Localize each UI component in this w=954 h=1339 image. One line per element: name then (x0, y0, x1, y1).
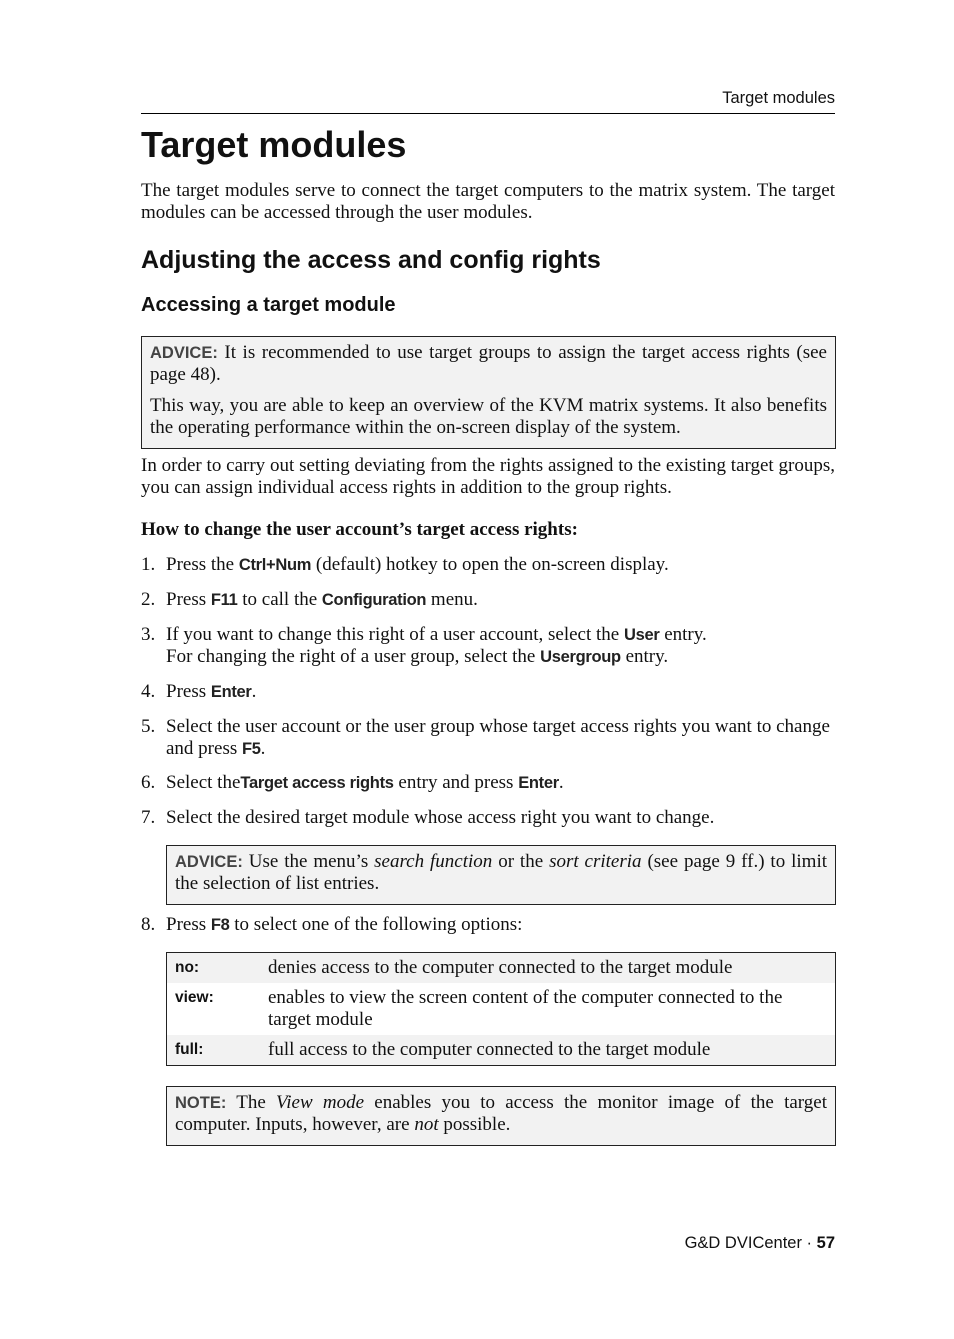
option-description: denies access to the computer connected to the target module (268, 957, 733, 978)
menu-label: Configuration (321, 591, 427, 609)
page-number: 57 (816, 1234, 835, 1252)
option-key: view: (175, 989, 214, 1006)
procedure-heading: How to change the user account’s target access rights: (141, 519, 578, 540)
step-number: 1. (141, 554, 156, 575)
advice-text-1: It is recommended to use target groups to assign the target access rights (see page 48). (150, 342, 827, 385)
option-description: full access to the computer connected to the target module (268, 1039, 711, 1060)
entry-label: Target access rights (240, 774, 394, 792)
running-header: Target modules (722, 89, 835, 107)
key-label: Enter (518, 774, 559, 792)
step-number: 4. (141, 681, 156, 702)
step-number: 8. (141, 914, 156, 935)
option-key: full: (175, 1041, 204, 1058)
step-number: 5. (141, 716, 156, 737)
step-text: Press F8 to select one of the following options: (166, 914, 523, 935)
advice-paragraph: ADVICE: Use the menu’s search function or the sort criteria (see page 9 ff.) to limit the selection of list entries. (175, 851, 828, 894)
advice-box-search (166, 845, 836, 905)
page-title: Target modules (141, 124, 407, 165)
step-text: Select the desired target module whose access right you want to change. (166, 807, 715, 828)
step-text: Select the user account or the user group whose target access rights you want to change and press F5. (166, 716, 830, 759)
advice-keyword: ADVICE: (150, 344, 218, 362)
page-footer (685, 1234, 835, 1253)
advice-paragraph-2: This way, you are able to keep an overview of the KVM matrix systems. It also benefits the operating performance within the on-screen display of the system. (150, 395, 827, 438)
option-key: no: (175, 959, 200, 976)
advice-box-groups (141, 336, 836, 449)
step-text: If you want to change this right of a user account, select the User entry. For changing the right of a user group, select the Usergroup entry. (166, 624, 707, 667)
step-text: Press the Ctrl+Num (default) hotkey to open the on-screen display. (166, 554, 669, 575)
note-box (166, 1086, 836, 1146)
entry-label: User (623, 626, 660, 644)
subsection-heading: Accessing a target module (141, 294, 396, 316)
advice-paragraph-1 (150, 342, 827, 386)
option-row (167, 1035, 835, 1065)
options-table (166, 952, 836, 1066)
section-heading: Adjusting the access and config rights (141, 246, 601, 274)
hotkey-label: Ctrl+Num (238, 556, 312, 574)
option-row (167, 953, 835, 983)
footer-product: G&D DVICenter · (684, 1234, 817, 1252)
key-label: F8 (210, 916, 230, 934)
step-text: Press F11 to call the Configuration menu. (166, 589, 478, 610)
key-label: F11 (210, 591, 238, 609)
intro-paragraph: The target modules serve to connect the target computers to the matrix system. The target modules can be accessed through the user modules. (141, 180, 835, 223)
header-rule (141, 113, 835, 114)
step-number: 7. (141, 807, 156, 828)
entry-label: Usergroup (540, 648, 621, 666)
step-text: Select theTarget access rights entry and press Enter. (166, 772, 564, 793)
step-number: 6. (141, 772, 156, 793)
step-number: 2. (141, 589, 156, 610)
option-description: enables to view the screen content of the computer connected to the target module (268, 987, 783, 1030)
step-text: Press Enter. (166, 681, 257, 702)
step-number: 3. (141, 624, 156, 645)
note-keyword: NOTE: (175, 1094, 227, 1112)
advice-keyword: ADVICE: (175, 853, 243, 871)
key-label: F5 (241, 740, 261, 758)
option-row (167, 983, 835, 1035)
key-label: Enter (210, 683, 252, 701)
body-paragraph: In order to carry out setting deviating from the rights assigned to the existing target groups, you can assign individual access rights in addition to the group rights. (141, 455, 835, 498)
note-paragraph: NOTE: The View mode enables you to access the monitor image of the target computer. Inputs, however, are not possible. (175, 1092, 827, 1135)
